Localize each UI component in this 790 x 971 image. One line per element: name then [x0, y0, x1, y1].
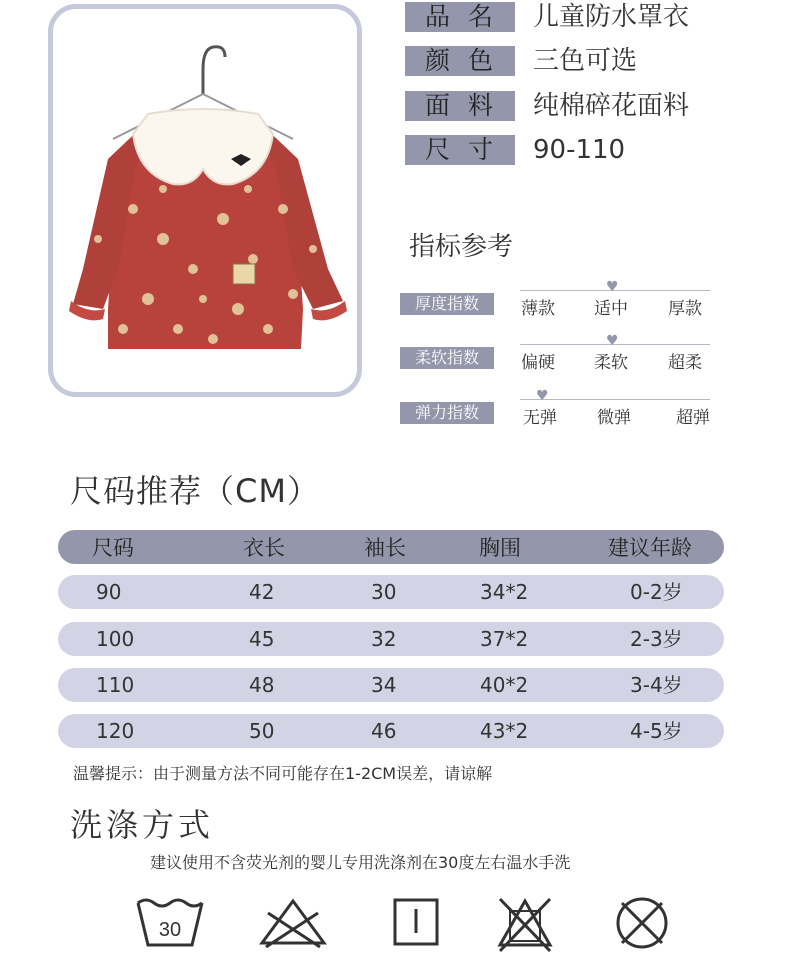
- elasticity-heart-icon: ♥: [536, 388, 549, 404]
- spec-label-name: 品名: [405, 2, 515, 32]
- table-cell: 120: [96, 719, 135, 743]
- softness-index-label: 柔软指数: [400, 347, 494, 369]
- table-cell: 100: [96, 627, 135, 651]
- softness-option: 偏硬: [521, 353, 555, 373]
- product-image: [53, 9, 357, 392]
- softness-option: 超柔: [668, 353, 702, 373]
- size-table-header-cell: 胸围: [479, 536, 521, 560]
- table-cell: 3-4岁: [630, 673, 683, 697]
- line-dry-icon: [392, 895, 440, 949]
- elasticity-index-label: 弹力指数: [400, 402, 494, 424]
- wash-30-icon: [134, 895, 206, 951]
- thickness-heart-icon: ♥: [606, 279, 619, 295]
- softness-heart-icon: ♥: [606, 333, 619, 349]
- no-bleach-icon: [258, 895, 328, 951]
- size-table-header-cell: 袖长: [364, 536, 406, 560]
- table-cell: 0-2岁: [630, 580, 683, 604]
- no-dry-clean-icon: [612, 895, 672, 955]
- elasticity-option: 超弹: [676, 408, 710, 428]
- size-table-header-cell: 尺码: [92, 536, 134, 560]
- table-cell: 46: [371, 719, 397, 743]
- table-cell: 45: [249, 627, 275, 651]
- elasticity-option: 无弹: [523, 408, 557, 428]
- thickness-index-label: 厚度指数: [400, 293, 494, 315]
- measurement-tip: 温馨提示：由于测量方法不同可能存在1-2CM误差，请谅解: [73, 764, 493, 783]
- spec-label-size: 尺寸: [405, 135, 515, 165]
- spec-label-color: 颜色: [405, 46, 515, 76]
- spec-value-name: 儿童防水罩衣: [533, 2, 690, 32]
- elasticity-option: 微弹: [597, 408, 631, 428]
- size-table-header-cell: 衣长: [243, 536, 285, 560]
- table-cell: 48: [249, 673, 275, 697]
- no-iron-icon: [496, 895, 554, 955]
- wash-section-title: 洗涤方式: [70, 806, 215, 844]
- table-cell: 50: [249, 719, 275, 743]
- table-cell: 32: [371, 627, 397, 651]
- spec-value-size: 90-110: [533, 135, 626, 165]
- table-cell: 90: [96, 580, 122, 604]
- softness-option: 柔软: [594, 353, 628, 373]
- table-cell: 43*2: [480, 719, 529, 743]
- spec-value-fabric: 纯棉碎花面料: [533, 91, 690, 121]
- table-cell: 4-5岁: [630, 719, 683, 743]
- table-cell: 37*2: [480, 627, 529, 651]
- table-cell: 34*2: [480, 580, 529, 604]
- table-cell: 34: [371, 673, 397, 697]
- product-image-frame: [48, 4, 362, 397]
- table-cell: 42: [249, 580, 275, 604]
- table-cell: 2-3岁: [630, 627, 683, 651]
- spec-value-color: 三色可选: [533, 46, 638, 76]
- index-title: 指标参考: [409, 232, 514, 262]
- thickness-option: 适中: [594, 299, 628, 319]
- table-cell: 110: [96, 673, 135, 697]
- wash-description: 建议使用不含荧光剂的婴儿专用洗涤剂在30度左右温水手洗: [150, 853, 571, 872]
- size-section-title: 尺码推荐（CM）: [70, 472, 320, 510]
- thickness-option: 厚款: [668, 299, 702, 319]
- table-cell: 40*2: [480, 673, 529, 697]
- table-cell: 30: [371, 580, 397, 604]
- spec-label-fabric: 面料: [405, 91, 515, 121]
- wash-temp-label: 30: [158, 919, 182, 941]
- size-table-header-cell: 建议年龄: [608, 536, 692, 560]
- thickness-option: 薄款: [521, 299, 555, 319]
